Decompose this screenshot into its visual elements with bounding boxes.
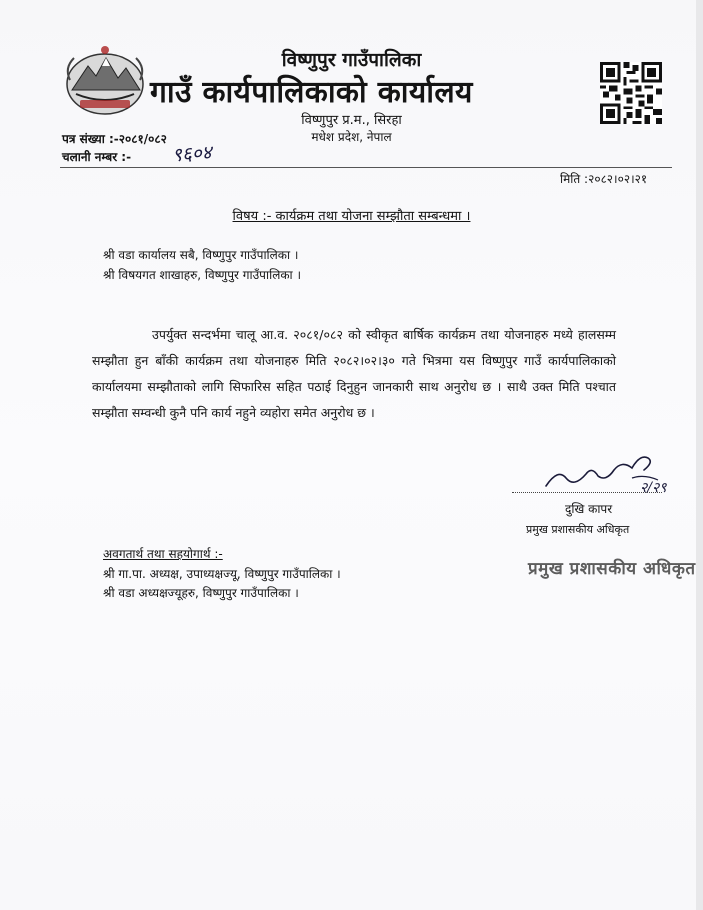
office-name: गाउँ कार्यपालिकाको कार्यालय: [150, 75, 473, 110]
letter-body: उपर्युक्त सन्दर्भमा चालू आ.व. २०८१/०८२ को स्वीकृत बार्षिक कार्यक्रम तथा योजनाहरु मध्ये हालसम्म सम्झौता हुन बाँकी कार्यक्रम तथा योजनाहरु मिति २०८२।०२।३० गते भित्रमा यस विष्णुपुर गाउँ कार्यपालिकाको कार्यालयमा सम्झौताको लागि सिफारिस सहित पठाई दिनुहुन जानकारी साथ अनुरोध छ । साथै उक्त मिति पश्चात सम्झौता सम्वन्धी कुनै पनि कार्य नहुने व्यहोरा समेत अनुरोध छ ।: [92, 327, 616, 420]
signature-date-handwritten: २/२९: [640, 480, 667, 496]
municipality-name: विष्णुपुर गाउँपालिका: [281, 49, 422, 71]
cc-item: श्री गा.पा. अध्यक्ष, उपाध्यक्षज्यू, विष्णुपुर गाउँपालिका ।: [103, 567, 341, 581]
letter-date: मिति :२०८२।०२।२१: [560, 172, 648, 186]
cc-item: श्री वडा अध्यक्षज्यूहरु, विष्णुपुर गाउँपालिका ।: [103, 586, 299, 600]
header-divider: [60, 167, 672, 168]
qr-code-icon: [600, 62, 662, 124]
dispatch-number-handwritten: ९६०४: [171, 141, 213, 167]
cc-heading: अवगतार्थ तथा सहयोगार्थ :-: [103, 547, 223, 561]
signatory-title: प्रमुख प्रशासकीय अधिकृत: [526, 523, 630, 536]
recipient-line: श्री विषयगत शाखाहरु, विष्णुपुर गाउँपालिका ।: [103, 268, 302, 282]
address-line-2: मधेश प्रदेश, नेपाल: [311, 130, 392, 144]
dispatch-number-label: चलानी नम्बर :-: [62, 150, 132, 164]
scan-edge: [696, 0, 703, 910]
recipient-line: श्री वडा कार्यालय सबै, विष्णुपुर गाउँपालिका ।: [103, 248, 299, 262]
reference-number: पत्र संख्या :-२०८१/०८२: [62, 132, 167, 146]
address-line-1: विष्णुपुर प्र.म., सिरहा: [301, 113, 402, 128]
signature-line: [512, 492, 662, 493]
handwritten-signature: [536, 448, 676, 498]
signatory-name: दुखि कापर: [565, 502, 613, 516]
letter-subject: विषय :- कार्यक्रम तथा योजना सम्झौता सम्बन्धमा ।: [232, 209, 471, 224]
official-stamp: प्रमुख प्रशासकीय अधिकृत: [528, 559, 696, 579]
